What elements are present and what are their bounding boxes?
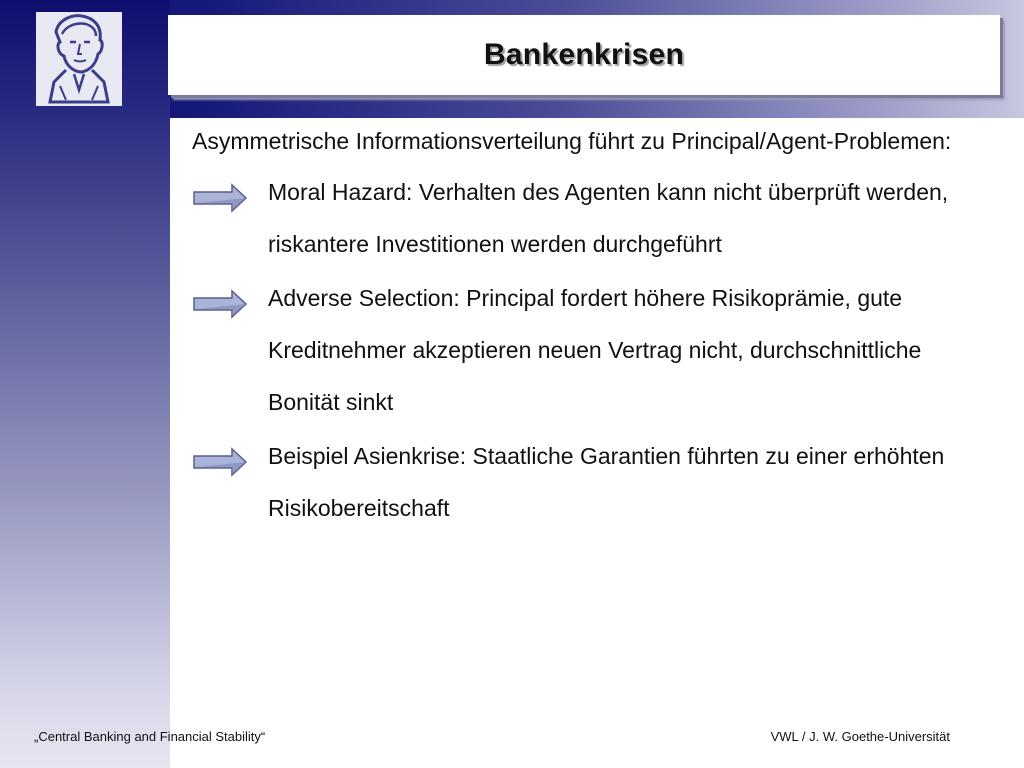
- footer-course-title: „Central Banking and Financial Stability“: [34, 729, 266, 744]
- sidebar-band: [0, 0, 170, 768]
- arrow-icon: [192, 442, 268, 482]
- bullet-text: Moral Hazard: Verhalten des Agenten kann nicht überprüft werden, riskantere Investitionen werden durchgeführt: [268, 179, 949, 257]
- slide-title: Bankenkrisen: [483, 38, 685, 71]
- arrow-icon: [192, 178, 268, 218]
- intro-text: Asymmetrische Informationsverteilung führt zu Principal/Agent-Problemen:: [192, 128, 952, 154]
- arrow-icon: [192, 284, 268, 324]
- slide-content: [192, 124, 992, 548]
- goethe-portrait-logo-icon: [36, 12, 122, 106]
- university-logo: [36, 12, 122, 106]
- bullet-item: [192, 442, 992, 534]
- bullet-text: Beispiel Asienkrise: Staatliche Garantien führten zu einer erhöhten Risikobereitschaft: [268, 443, 945, 521]
- bullet-text: Adverse Selection: Principal fordert höhere Risikoprämie, gute Kreditnehmer akzeptieren neuen Vertrag nicht, durchschnittliche Bonität sinkt: [268, 285, 922, 415]
- title-bar: [168, 15, 1000, 95]
- bullet-item: [192, 178, 992, 270]
- bullet-item: [192, 284, 992, 428]
- footer-institution: VWL / J. W. Goethe-Universität: [770, 729, 950, 744]
